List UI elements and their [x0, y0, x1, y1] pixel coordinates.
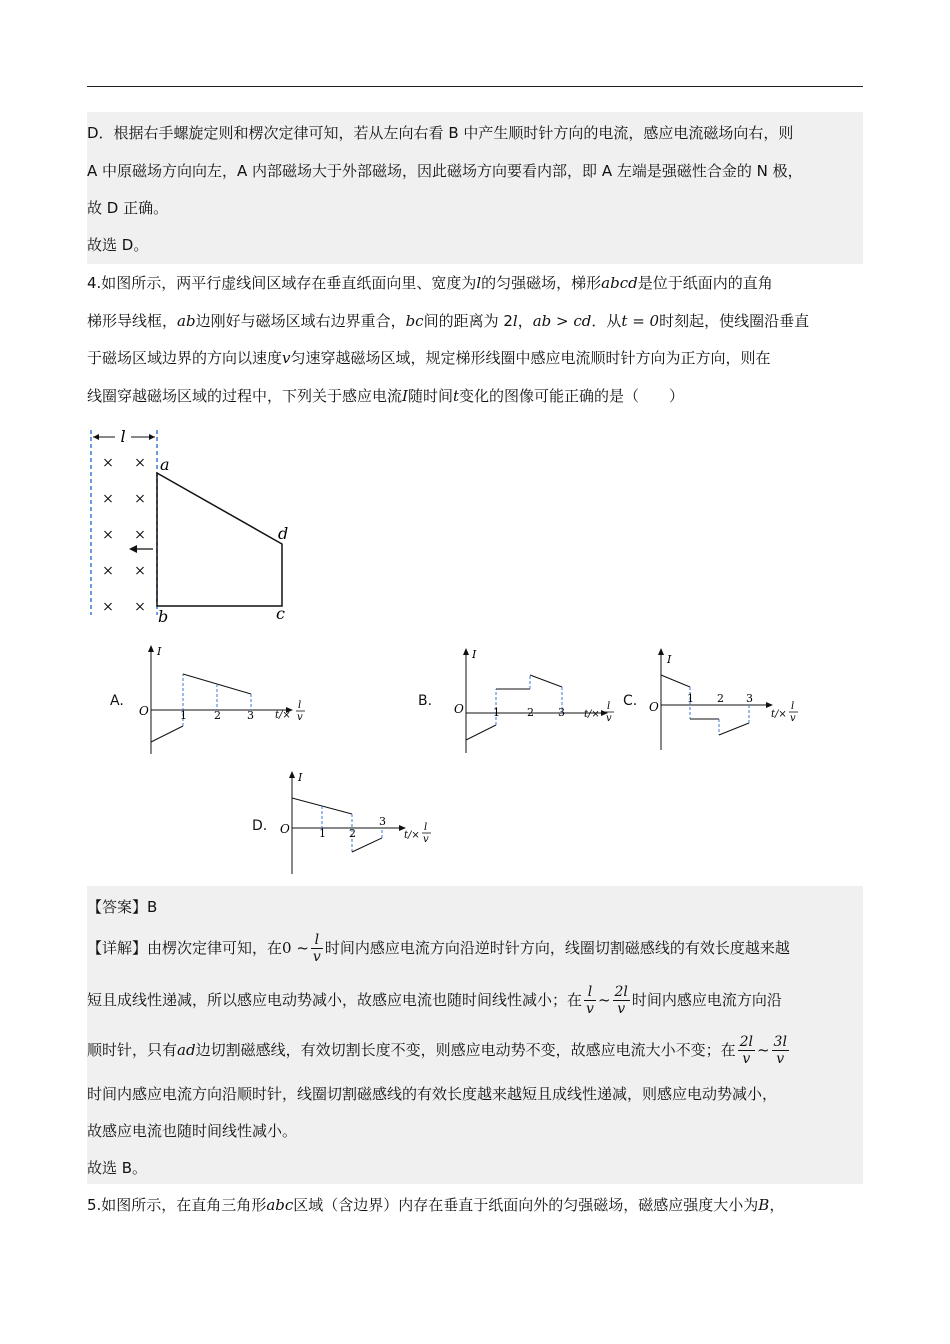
field-cross: ×	[134, 455, 146, 471]
svg-text:t/×: t/×	[584, 709, 600, 720]
svg-text:t/×: t/×	[404, 830, 420, 841]
vertex-c: c	[276, 604, 285, 623]
svg-text:O: O	[280, 822, 290, 836]
svg-text:I: I	[298, 771, 303, 784]
option-a-graph	[135, 642, 315, 757]
svg-text:1: 1	[180, 709, 187, 722]
detail-line3: 顺时针，只有ad边切割磁感线，有效切割长度不变，则感应电动势不变，故感应电流大小不变；在 $\frac{2l}{v}$ ~ $\frac{3l}{v}$	[87, 1034, 787, 1067]
svg-text:2: 2	[214, 709, 221, 722]
field-cross: ×	[134, 563, 146, 579]
svg-text:I: I	[472, 648, 477, 661]
field-cross: ×	[102, 491, 114, 507]
svg-text:2: 2	[717, 692, 724, 705]
svg-text:t/×: t/×	[275, 710, 291, 721]
svg-text:l: l	[607, 701, 611, 712]
svg-text:l: l	[298, 700, 302, 711]
answer-choice: 故选 B。	[87, 1159, 148, 1177]
svg-text:2: 2	[527, 706, 534, 719]
vertex-b: b	[158, 607, 169, 625]
svg-text:I: I	[157, 645, 162, 658]
field-cross: ×	[102, 599, 114, 615]
width-label: l	[120, 427, 126, 446]
field-cross: ×	[134, 527, 146, 543]
option-d-graph	[278, 768, 448, 878]
svg-text:3: 3	[379, 815, 386, 828]
svg-text:v: v	[423, 834, 429, 845]
svg-text:t/×: t/×	[771, 709, 787, 720]
svg-text:v: v	[606, 713, 612, 724]
detail-line1: 【详解】由楞次定律可知，在0 ~ $\frac{l}{v}$ 时间内感应电流方向沿逆时针方向，线圈切割磁感线的有效长度越来越	[87, 932, 790, 965]
option-d-explanation-line3: 故 D 正确。	[87, 199, 169, 217]
field-cross: ×	[102, 563, 114, 579]
svg-text:1: 1	[687, 692, 694, 705]
field-cross: ×	[134, 491, 146, 507]
detail-line4: 时间内感应电流方向沿顺时针，线圈切割磁感线的有效长度越来越短且成线性递减，则感应电动势减小，	[87, 1085, 778, 1103]
svg-text:v: v	[790, 713, 796, 724]
option-c-label: C.	[623, 693, 638, 709]
header-rule	[87, 86, 863, 87]
answer-label: 【答案】B	[87, 898, 158, 916]
option-a-label: A.	[110, 693, 124, 709]
svg-text:l: l	[424, 822, 428, 833]
magnetic-field-figure	[80, 425, 320, 625]
option-b-graph	[450, 645, 630, 755]
trapezoid-coil	[157, 473, 282, 606]
field-cross: ×	[134, 599, 146, 615]
svg-text:O: O	[139, 704, 149, 718]
svg-text:2: 2	[349, 827, 356, 840]
option-d-label: D.	[252, 818, 268, 834]
option-b-label: B.	[418, 693, 433, 709]
vertex-a: a	[160, 455, 170, 474]
svg-text:1: 1	[319, 827, 326, 840]
field-cross: ×	[102, 527, 114, 543]
option-d-explanation-line2: A 中原磁场方向向左，A 内部磁场大于外部磁场，因此磁场方向要看内部，即 A 左端是强磁性合金的 N 极，	[87, 162, 803, 180]
svg-text:3: 3	[746, 692, 753, 705]
question4-line3: 于磁场区域边界的方向以速度v匀速穿越磁场区域，规定梯形线圈中感应电流顺时针方向为正方向，则在	[87, 349, 771, 367]
question4-line2: 梯形导线框，ab边刚好与磁场区域右边界重合，bc间的距离为 2l，ab > cd．从t = 0时刻起，使线圈沿垂直	[87, 312, 810, 330]
option-c-graph	[645, 645, 825, 755]
svg-text:O: O	[649, 700, 659, 714]
svg-text:O: O	[454, 702, 464, 716]
question5-line1: 5.如图所示，在直角三角形abc区域（含边界）内存在垂直于纸面向外的匀强磁场，磁感应强度大小为B，	[87, 1196, 785, 1214]
question4-line1: 4.如图所示，两平行虚线间区域存在垂直纸面向里、宽度为l的匀强磁场，梯形abcd是位于纸面内的直角	[87, 274, 773, 292]
svg-text:3: 3	[558, 706, 565, 719]
option-d-explanation-line1: D．根据右手螺旋定则和楞次定律可知，若从左向右看 B 中产生顺时针方向的电流，感应电流磁场向右，则	[87, 124, 794, 142]
svg-text:I: I	[667, 653, 672, 666]
svg-text:v: v	[297, 712, 303, 723]
detail-line5: 故感应电流也随时间线性减小。	[87, 1122, 298, 1140]
field-cross: ×	[102, 455, 114, 471]
svg-text:3: 3	[247, 709, 254, 722]
detail-line2: 短且成线性递减，所以感应电动势减小，故感应电流也随时间线性减小；在 $\frac{l}{v}$ ~ $\frac{2l}{v}$ 时间内感应电流方向沿	[87, 984, 782, 1017]
question4-line4: 线圈穿越磁场区域的过程中，下列关于感应电流I随时间t变化的图像可能正确的是（ ）	[87, 387, 685, 405]
svg-text:1: 1	[493, 706, 500, 719]
svg-text:l: l	[791, 701, 795, 712]
answer-choice-prev: 故选 D。	[87, 236, 149, 254]
vertex-d: d	[278, 524, 289, 543]
